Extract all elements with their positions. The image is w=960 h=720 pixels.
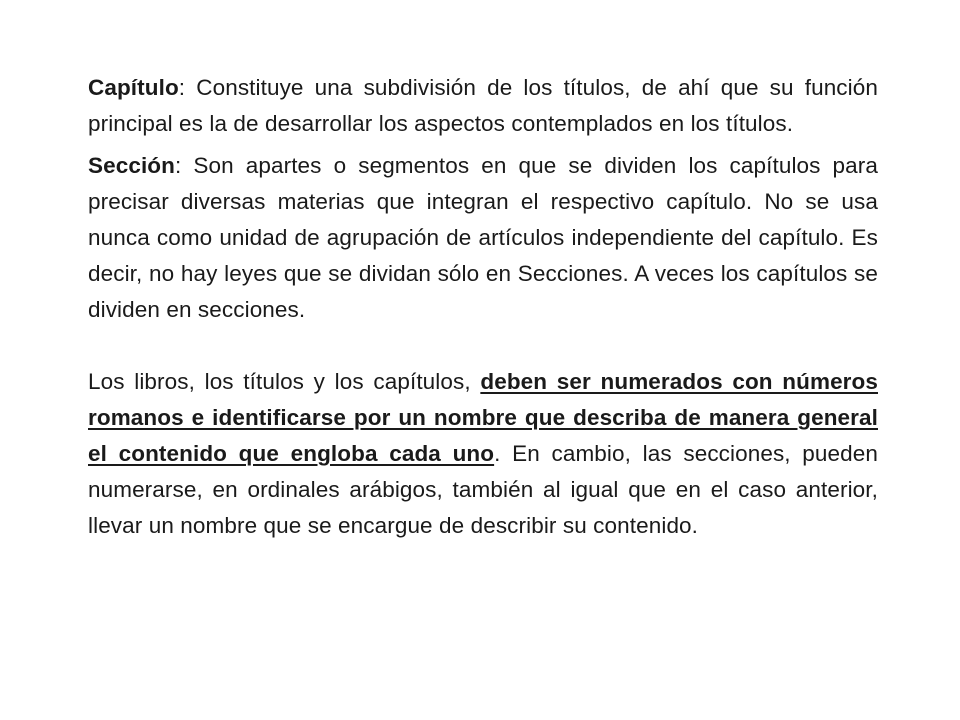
term-seccion: Sección	[88, 153, 175, 178]
numeracion-lead: Los libros, los títulos y los capítulos,	[88, 369, 481, 394]
definition-capitulo: : Constituye una subdivisión de los títulos, de ahí que su función principal es la de desarrollar los aspectos contemplados en los títulos.	[88, 75, 878, 136]
term-capitulo: Capítulo	[88, 75, 179, 100]
numeracion-tail: . En cambio, las secciones, pueden numerarse, en ordinales arábigos, también al igual que en el caso anterior, llevar un nombre que se encargue de describir su contenido.	[88, 441, 878, 538]
paragraph-numeracion	[88, 364, 878, 544]
paragraph-seccion	[88, 148, 878, 328]
definition-seccion: : Son apartes o segmentos en que se dividen los capítulos para precisar diversas materias que integran el respectivo capítulo. No se usa nunca como unidad de agrupación de artículos independiente del capítulo. Es decir, no hay leyes que se dividan sólo en Secciones. A veces los capítulos se dividen en secciones.	[88, 153, 878, 322]
slide-content	[88, 70, 878, 544]
paragraph-capitulo	[88, 70, 878, 142]
numeracion-emphasis: deben ser numerados con números romanos e identificarse por un nombre que describa de manera general el contenido que engloba cada uno	[88, 369, 878, 466]
